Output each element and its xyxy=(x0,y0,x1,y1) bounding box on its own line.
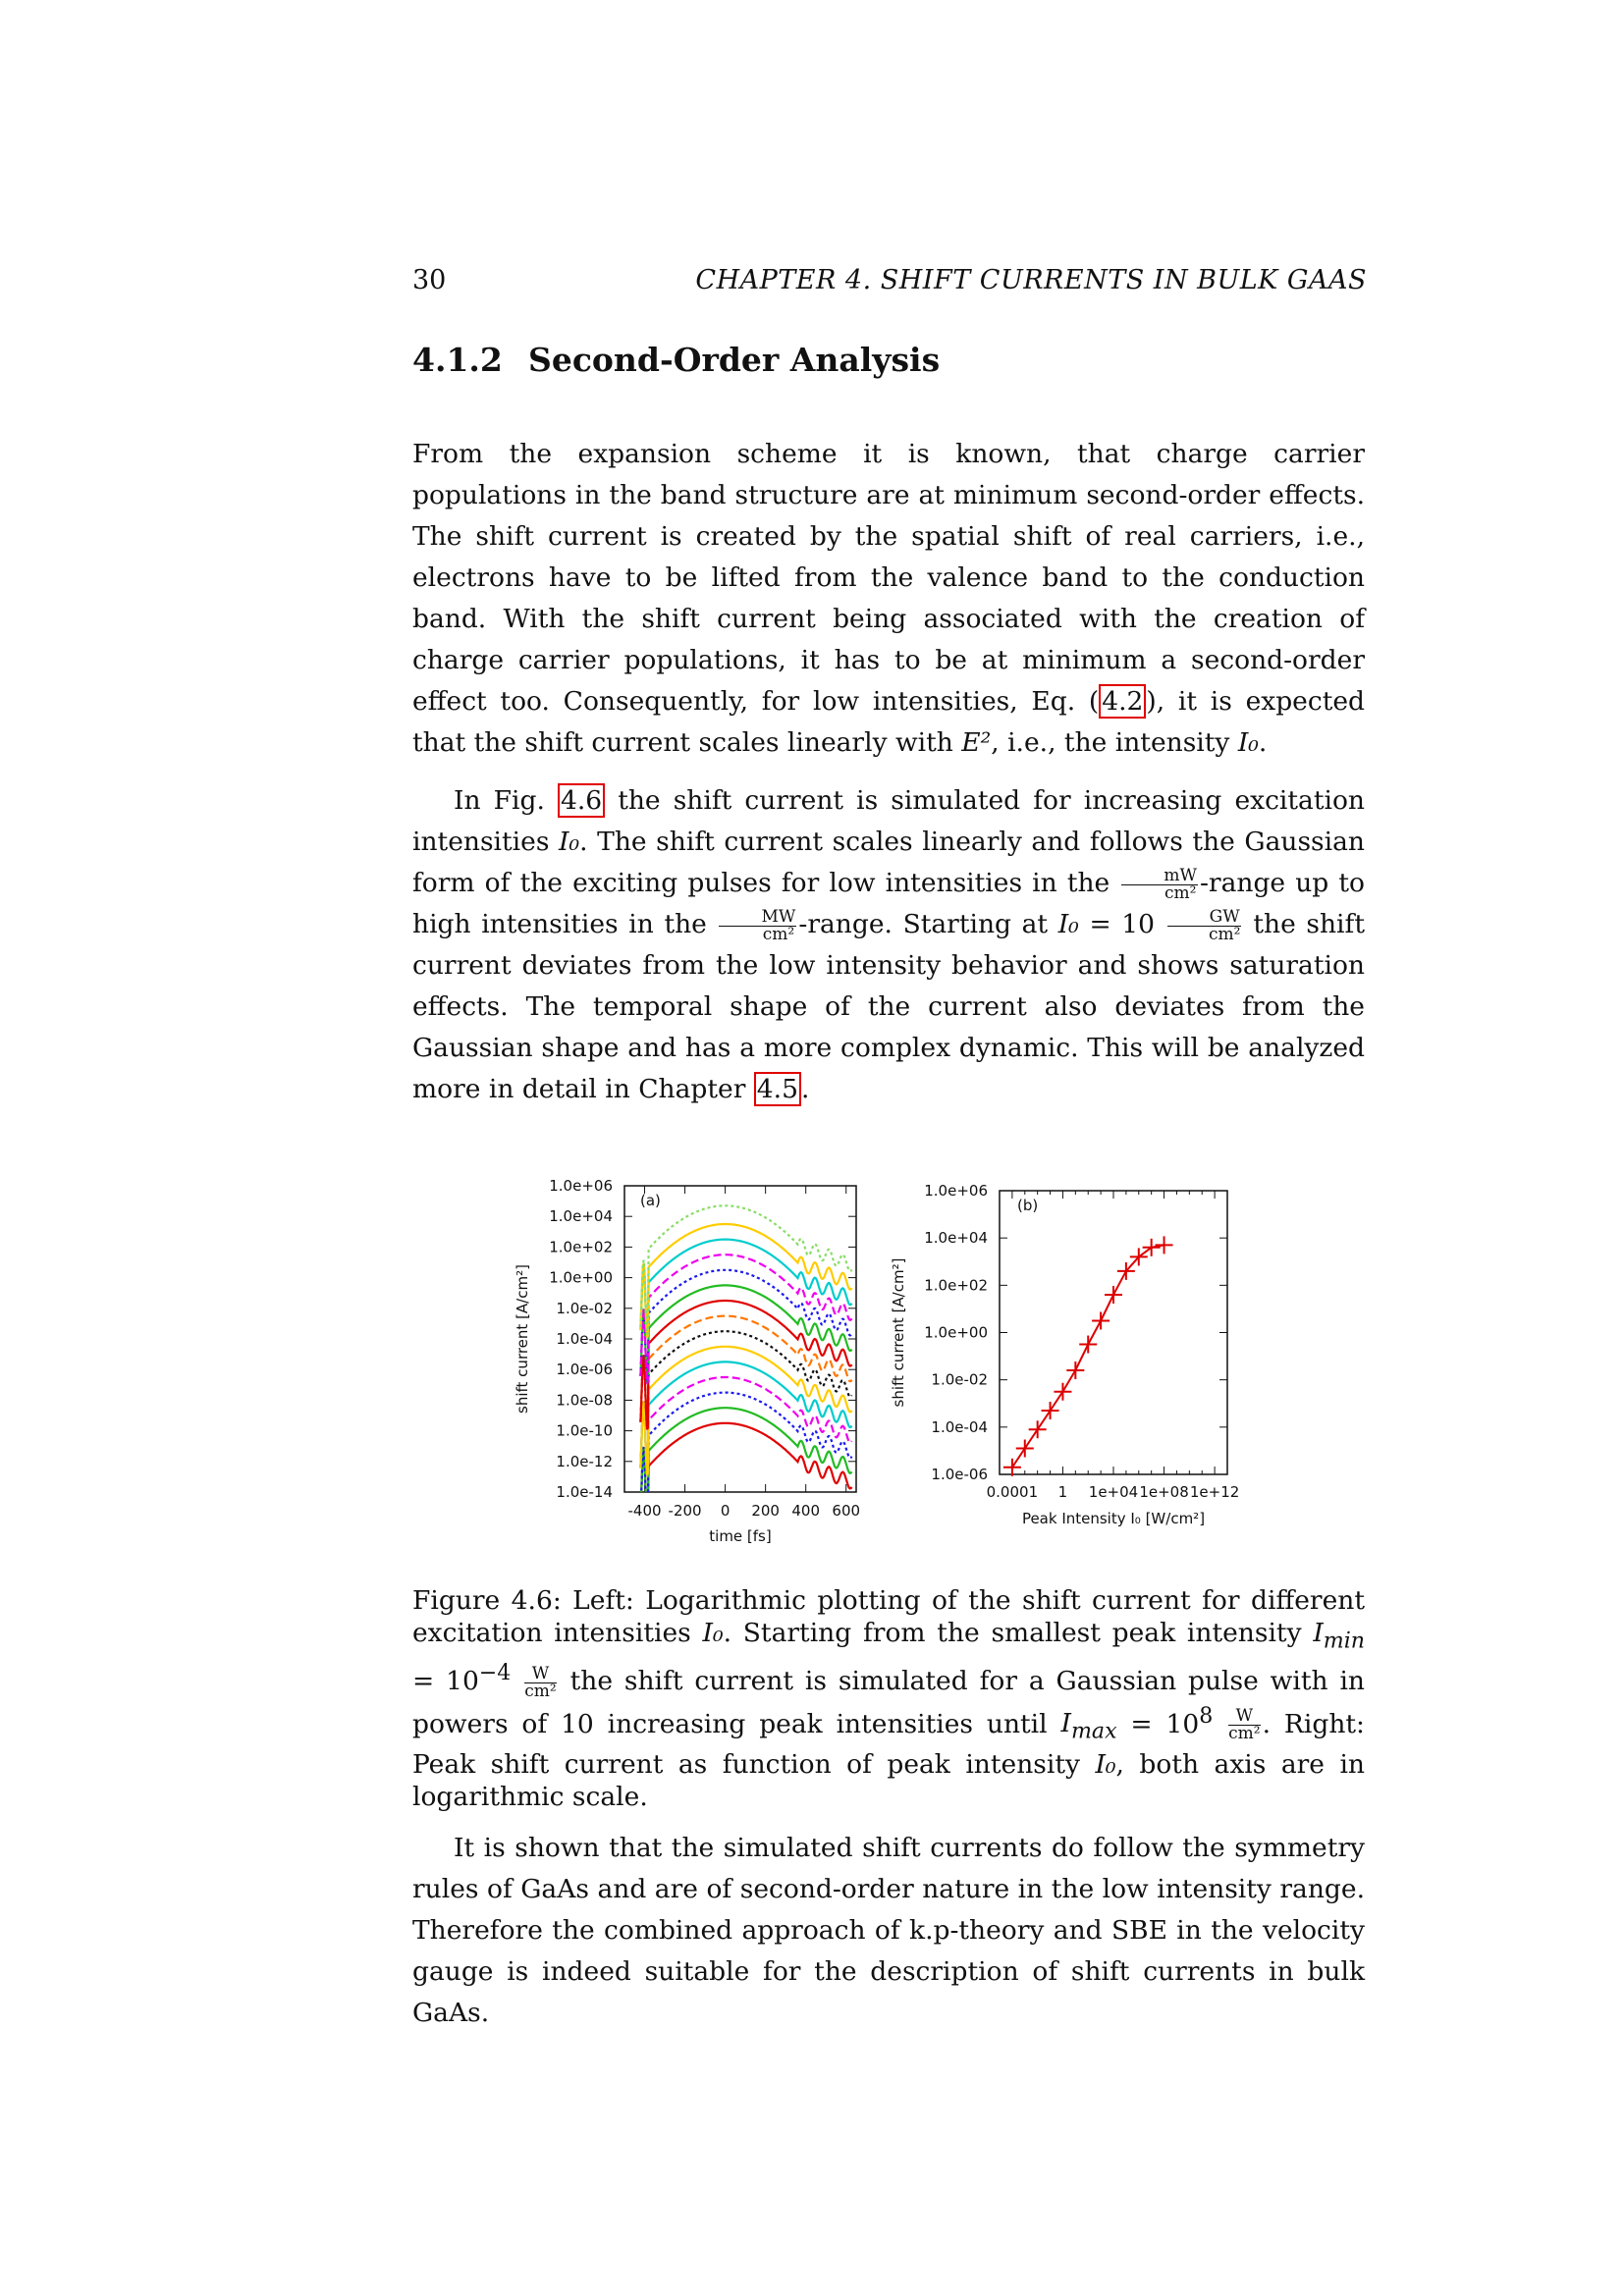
page-number: 30 xyxy=(412,265,447,295)
p2-text-e: -range. Starting at xyxy=(798,909,1058,939)
unit-mw-per-cm2: $\frac{mW}{\text{cm²}}$ xyxy=(1121,868,1198,902)
data-point xyxy=(1156,1236,1173,1254)
symbol-i0: I₀ xyxy=(1057,909,1079,939)
caption-text-d: the shift current is simulated for a Gaussian pulse with in powers of 10 increasing peak intensities until xyxy=(412,1666,1365,1739)
y-tick-label: 1.0e-02 xyxy=(556,1299,613,1317)
data-point xyxy=(1016,1440,1034,1458)
series-line-7 xyxy=(640,1331,851,1429)
x-tick-label: -200 xyxy=(668,1502,702,1520)
y-tick-label: 1.0e-12 xyxy=(556,1452,613,1470)
x-axis-label: time [fs] xyxy=(709,1527,772,1545)
p1-text-b: ), it is expected that the shift current scales linearly with xyxy=(412,686,1365,758)
y-tick-label: 1.0e+06 xyxy=(549,1177,613,1195)
data-point xyxy=(1054,1383,1071,1401)
y-tick-label: 1.0e+02 xyxy=(549,1238,613,1256)
figure-reference-link[interactable]: 4.6 xyxy=(558,783,605,818)
y-tick-label: 1.0e+00 xyxy=(549,1268,613,1287)
x-axis-label: Peak Intensity I₀ [W/cm²] xyxy=(1021,1510,1206,1527)
p2-text-h: . xyxy=(800,1074,810,1104)
symbol-i0: I₀ xyxy=(1095,1748,1116,1780)
caption-text-a: Figure 4.6: Left: Logarithmic plotting of the shift current for different excitation intensities xyxy=(412,1585,1365,1648)
symbol-e-squared: E² xyxy=(961,727,992,758)
p1-text-c: , i.e., the intensity xyxy=(991,727,1238,758)
unit-w-per-cm2: $\frac{W}{\text{cm²}}$ xyxy=(524,1663,557,1701)
data-point xyxy=(1092,1311,1110,1329)
y-tick-label: 1.0e+06 xyxy=(924,1182,988,1200)
section-heading xyxy=(412,341,940,379)
caption-text-g: , both axis are in logarithmic scale. xyxy=(412,1748,1365,1812)
unit-gw-per-cm2: $\frac{GW}{\text{cm²}}$ xyxy=(1167,909,1241,943)
data-point xyxy=(1143,1239,1161,1256)
p2-text-c: . The shift current scales linearly and follows the Gaussian form of the exciting pulses for low intensities in the xyxy=(412,827,1365,898)
panel-a-frame xyxy=(624,1186,856,1492)
panel-label: (b) xyxy=(1017,1197,1039,1214)
panel-b-chart xyxy=(890,1182,1239,1527)
x-tick-label: -400 xyxy=(627,1502,662,1520)
symbol-i0: I₀ xyxy=(1237,727,1259,758)
paragraph-2 xyxy=(412,780,1365,1110)
data-point xyxy=(1066,1362,1084,1379)
series-line-8 xyxy=(640,1316,851,1430)
x-tick-label: 200 xyxy=(751,1502,780,1520)
caption-text-c: = 10 xyxy=(412,1666,479,1697)
series-line-10 xyxy=(640,1285,851,1383)
y-tick-label: 1.0e+00 xyxy=(924,1323,988,1342)
symbol-i0: I₀ xyxy=(702,1618,724,1648)
p2-text-f: = 10 xyxy=(1078,909,1165,939)
x-tick-label: 400 xyxy=(791,1502,821,1520)
p2-text-a: In Fig. xyxy=(454,785,558,816)
data-point xyxy=(1117,1262,1135,1280)
section-title: Second-Order Analysis xyxy=(528,341,941,379)
symbol-imax: $I_{max}$ xyxy=(1060,1708,1117,1744)
y-tick-label: 1.0e-06 xyxy=(556,1361,613,1379)
series-line-15 xyxy=(640,1205,851,1334)
series-line-6 xyxy=(640,1347,851,1475)
y-axis-label: shift current [A/cm²] xyxy=(514,1264,531,1414)
p1-text-a: From the expansion scheme it is known, that charge carrier populations in the band structure are at minimum second-order effects. The shift current is created by the spatial shift of real carriers, i.e., electrons have to be lifted from the valence band to the conduction band. With the shift current being associated with the creation of charge carrier populations, it has to be at minimum a second-order effect too. Consequently, for low intensities, Eq. ( xyxy=(412,439,1365,717)
series-group xyxy=(640,1205,851,1522)
unit-megaw-per-cm2: $\frac{MW}{\text{cm²}}$ xyxy=(719,909,796,943)
series-line-13 xyxy=(640,1240,851,1338)
paragraph-3 xyxy=(412,1828,1365,2034)
p3-text: It is shown that the simulated shift currents do follow the symmetry rules of GaAs and are of second-order nature in the low intensity range. Therefore the combined approach of k.p-theory and SBE in the velocity gauge is indeed suitable for the description of shift currents in bulk GaAs. xyxy=(412,1833,1365,2028)
panel-b-frame xyxy=(1000,1191,1227,1474)
y-tick-label: 1.0e-02 xyxy=(931,1370,988,1389)
caption-text-f: . Right: Peak shift current as function of peak intensity xyxy=(412,1708,1365,1780)
x-tick-label: 1e+04 xyxy=(1088,1483,1139,1501)
data-point xyxy=(1130,1248,1148,1265)
series-line-12 xyxy=(640,1255,851,1383)
caption-text-b: . Starting from the smallest peak intensity xyxy=(723,1618,1314,1648)
y-tick-label: 1.0e-14 xyxy=(556,1483,613,1501)
caption-text-e: = 10 xyxy=(1116,1708,1200,1739)
data-point xyxy=(1003,1459,1021,1476)
figure-caption xyxy=(412,1584,1365,1813)
symbol-i0: I₀ xyxy=(559,827,580,857)
symbol-imin: $I_{min}$ xyxy=(1313,1618,1365,1654)
data-point xyxy=(1042,1402,1059,1419)
y-tick-label: 1.0e-10 xyxy=(556,1421,613,1440)
caption-exp-max: 8 xyxy=(1199,1703,1214,1729)
panel-label: (a) xyxy=(640,1192,661,1209)
series-line-3 xyxy=(640,1393,851,1522)
data-point xyxy=(1079,1336,1097,1354)
series-line-14 xyxy=(640,1224,851,1338)
x-tick-label: 600 xyxy=(832,1502,861,1520)
y-tick-label: 1.0e-08 xyxy=(556,1391,613,1410)
y-tick-label: 1.0e-06 xyxy=(931,1466,988,1483)
y-tick-label: 1.0e+04 xyxy=(924,1229,988,1248)
y-tick-label: 1.0e-04 xyxy=(556,1330,613,1348)
panel-a-chart xyxy=(514,1177,860,1545)
running-header: CHAPTER 4. SHIFT CURRENTS IN BULK GAAS xyxy=(695,265,1367,295)
x-tick-label: 1e+12 xyxy=(1189,1483,1240,1501)
data-point xyxy=(1105,1286,1122,1304)
y-tick-label: 1.0e-04 xyxy=(931,1417,988,1436)
x-tick-label: 1 xyxy=(1057,1483,1068,1501)
series-line-2 xyxy=(640,1408,851,1522)
caption-exp-min: −4 xyxy=(478,1661,512,1686)
x-tick-label: 0.0001 xyxy=(986,1483,1039,1501)
series-line-1 xyxy=(640,1423,851,1522)
x-tick-label: 0 xyxy=(720,1502,731,1520)
y-tick-label: 1.0e+02 xyxy=(924,1276,988,1295)
series-line-9 xyxy=(640,1301,851,1429)
series-line-11 xyxy=(640,1270,851,1384)
x-tick-label: 1e+08 xyxy=(1139,1483,1189,1501)
series-line-5 xyxy=(640,1362,851,1475)
unit-w-per-cm2: $\frac{W}{\text{cm²}}$ xyxy=(1228,1705,1261,1743)
p2-text-g: the shift current deviates from the low intensity behavior and shows saturation effects. The temporal shape of the current also deviates from the Gaussian shape and has a more complex dynamic. This will be analyzed more in detail in Chapter xyxy=(412,909,1365,1104)
data-point xyxy=(1029,1420,1047,1438)
y-axis-label: shift current [A/cm²] xyxy=(890,1257,907,1408)
y-tick-label: 1.0e+04 xyxy=(549,1207,613,1226)
chapter-reference-link[interactable]: 4.5 xyxy=(754,1072,801,1106)
paragraph-1: From the expansion scheme it is known, that charge carrier populations in the band structure are at minimum second-order effects. The shift current is created by the spatial shift of real carriers, i.e., electrons have to be lifted from the valence band to the conduction band. With the shift current being associated with the creation of charge carrier populations, it has to be at minimum a second-order effect too. Consequently, for low intensities, Eq. ( 4.2 ), it is expected that the shift current scales linearly with E², i.e., the intensity I₀. xyxy=(412,439,1365,758)
equation-reference-link[interactable]: 4.2 xyxy=(1099,684,1146,719)
p2-text-b: the shift current is simulated for increasing excitation intensities xyxy=(412,785,1365,857)
section-number: 4.1.2 xyxy=(412,341,503,379)
p2-text-d: -range up to high intensities in the xyxy=(412,868,1365,939)
data-line xyxy=(1012,1245,1164,1467)
series-line-4 xyxy=(640,1377,851,1475)
